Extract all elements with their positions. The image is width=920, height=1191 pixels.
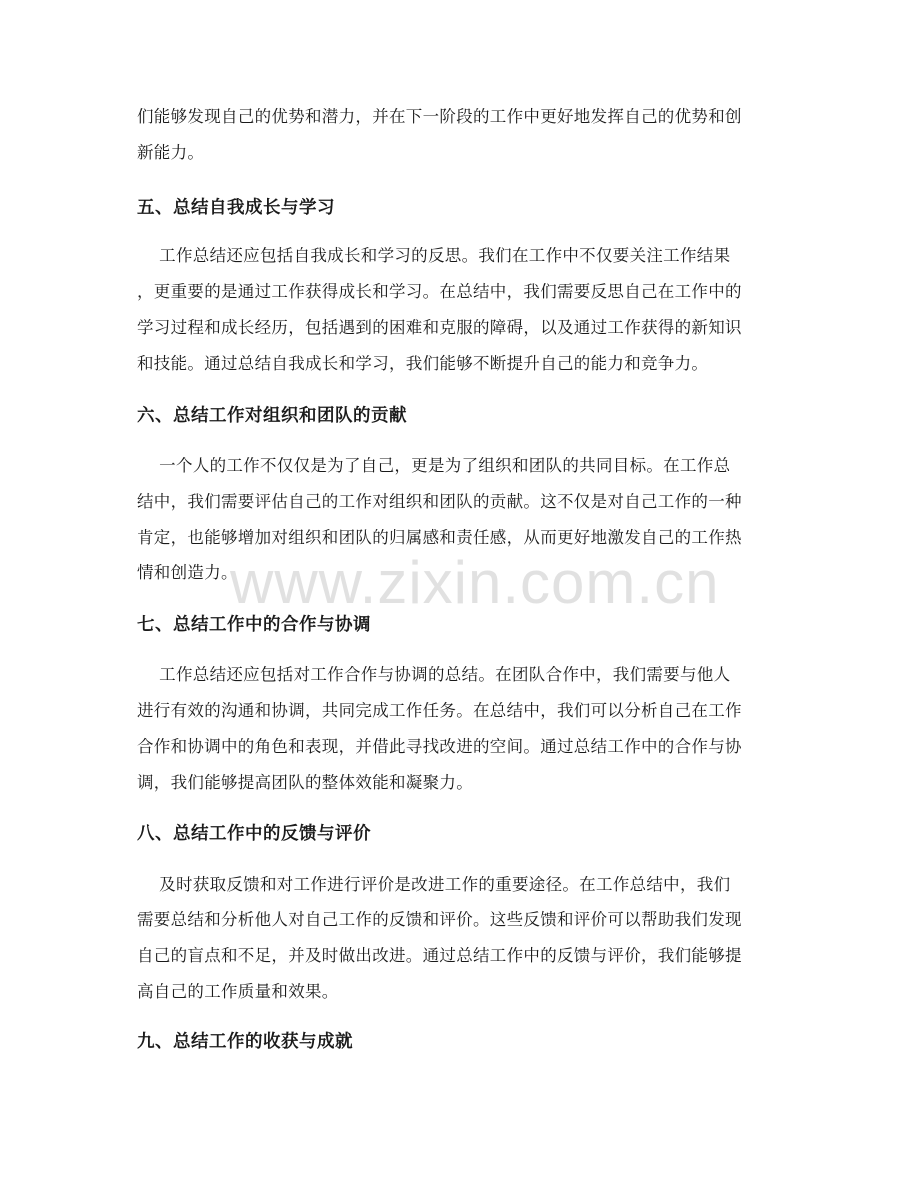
paragraph-line: 一个人的工作不仅仅是为了自己，更是为了组织和团队的共同目标。在工作总	[137, 456, 731, 475]
paragraph-line: 需要总结和分析他人对自己工作的反馈和评价。这些反馈和评价可以帮助我们发现	[137, 910, 742, 929]
section-heading-7: 七、总结工作中的合作与协调	[137, 615, 371, 635]
section-heading-8: 八、总结工作中的反馈与评价	[137, 824, 371, 844]
paragraph-line: 新能力。	[137, 143, 205, 162]
paragraph-line: 合作和协调中的角色和表现，并借此寻找改进的空间。通过总结工作中的合作与协	[137, 737, 742, 756]
paragraph-line: 和技能。通过总结自我成长和学习，我们能够不断提升自己的能力和竞争力。	[137, 354, 709, 373]
paragraph-line: 调，我们能够提高团队的整体效能和凝聚力。	[137, 773, 473, 792]
paragraph-line: 工作总结还应包括自我成长和学习的反思。我们在工作中不仅要关注工作结果	[137, 246, 731, 265]
paragraph-line: 及时获取反馈和对工作进行评价是改进工作的重要途径。在工作总结中，我们	[137, 875, 731, 894]
section-heading-5: 五、总结自我成长与学习	[137, 198, 335, 218]
paragraph-line: 情和创造力。	[137, 563, 238, 582]
section-heading-6: 六、总结工作对组织和团队的贡献	[137, 406, 407, 426]
paragraph-line: 们能够发现自己的优势和潜力，并在下一阶段的工作中更好地发挥自己的优势和创	[137, 107, 742, 126]
paragraph-line: 学习过程和成长经历，包括遇到的困难和克服的障碍，以及通过工作获得的新知识	[137, 318, 742, 337]
paragraph-line: ，更重要的是通过工作获得成长和学习。在总结中，我们需要反思自己在工作中的	[137, 282, 742, 301]
watermark: www.zixin.com.cn	[230, 549, 720, 616]
paragraph-line: 肯定，也能够增加对组织和团队的归属感和责任感，从而更好地激发自己的工作热	[137, 528, 742, 547]
paragraph-line: 工作总结还应包括对工作合作与协调的总结。在团队合作中，我们需要与他人	[137, 665, 731, 684]
paragraph-line: 高自己的工作质量和效果。	[137, 982, 339, 1001]
paragraph-line: 结中，我们需要评估自己的工作对组织和团队的贡献。这不仅是对自己工作的一种	[137, 492, 742, 511]
paragraph-line: 自己的盲点和不足，并及时做出改进。通过总结工作中的反馈与评价，我们能够提	[137, 946, 742, 965]
section-heading-9: 九、总结工作的收获与成就	[137, 1032, 353, 1052]
paragraph-line: 进行有效的沟通和协调，共同完成工作任务。在总结中，我们可以分析自己在工作	[137, 701, 742, 720]
